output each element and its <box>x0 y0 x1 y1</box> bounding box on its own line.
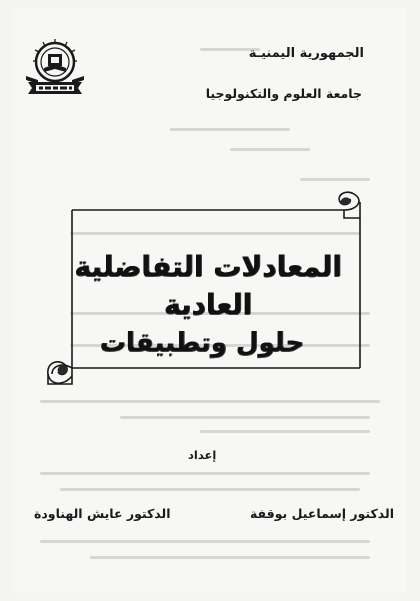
book-title-block <box>52 248 364 362</box>
book-subtitle: حلول وتطبيقات <box>99 328 304 358</box>
book-title: المعادلات التفاضلية العادية <box>74 250 342 321</box>
university-name: جامعة العلوم والتكنولوجيا <box>205 86 362 101</box>
prepared-by-label: إعداد <box>188 448 217 462</box>
country-name: الجمهورية اليمنيـة <box>248 46 364 61</box>
university-seal-logo <box>24 32 86 98</box>
author-2: الدكتور عايش الهناودة <box>34 506 171 521</box>
author-1: الدكتور إسماعيل بوقفة <box>249 506 394 521</box>
